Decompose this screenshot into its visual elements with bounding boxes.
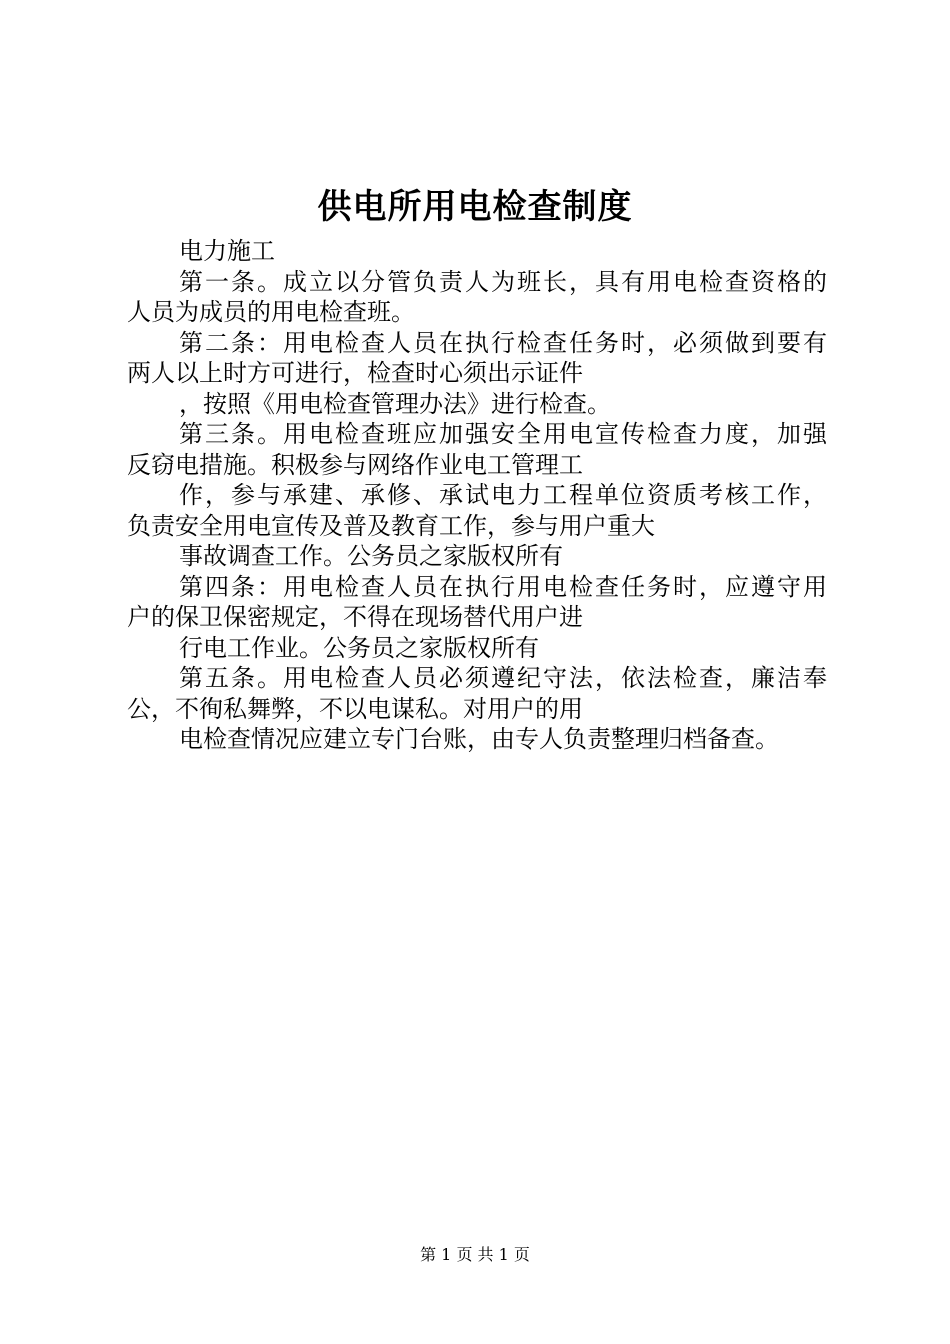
body-line: 电力施工: [179, 237, 275, 265]
body-line: 第二条：用电检查人员在执行检查任务时，必须做到要有: [179, 328, 827, 357]
body-line: 作，参与承建、承修、承试电力工程单位资质考核工作，: [179, 481, 827, 509]
body-line: 电检查情况应建立专门台账，由专人负责整理归档备查。: [179, 725, 779, 753]
body-line: 人员为成员的用电检查班。: [127, 298, 415, 326]
body-line: 第一条。成立以分管负责人为班长，具有用电检查资格的: [179, 267, 827, 296]
body-line: 第五条。用电检查人员必须遵纪守法，依法检查，廉洁奉: [179, 664, 827, 692]
body-line: 两人以上时方可进行，检查时心须出示证件: [127, 359, 583, 387]
page-footer: 第 1 页 共 1 页: [420, 1245, 530, 1264]
body-line: 户的保卫保密规定，不得在现场替代用户进: [127, 603, 583, 631]
body-line: 事故调查工作。公务员之家版权所有: [179, 542, 563, 570]
document-body: [127, 236, 827, 755]
body-line: ，按照《用电检查管理办法》进行检查。: [179, 389, 611, 418]
body-line: 公，不徇私舞弊，不以电谋私。对用户的用: [127, 694, 583, 723]
body-line: 反窃电措施。积极参与网络作业电工管理工: [127, 450, 583, 479]
body-line: 第三条。用电检查班应加强安全用电宣传检查力度，加强: [179, 420, 827, 448]
document-title: 供电所用电检查制度: [317, 187, 633, 227]
body-line: 行电工作业。公务员之家版权所有: [179, 633, 539, 662]
body-line: 第四条：用电检查人员在执行用电检查任务时，应遵守用: [179, 572, 827, 601]
body-line: 负责安全用电宣传及普及教育工作，参与用户重大: [127, 511, 655, 540]
